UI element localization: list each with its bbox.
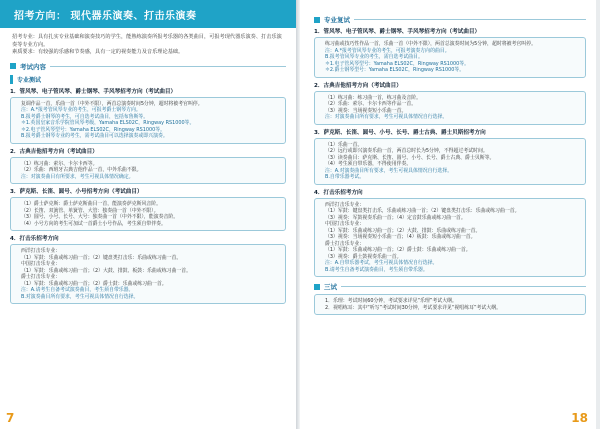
exam-line: ＊2.爵士钢琴型号：Yamaha ELS02C，Ringway RS1000等。 <box>325 67 465 73</box>
exam-line: ＊1.电子管风琴型号：Yamaha ELS02C，Ringway RS1000等。 <box>325 60 469 67</box>
section-header <box>314 282 586 291</box>
banner-title: 现代器乐演奏、打击乐演奏 <box>70 10 197 22</box>
right-page <box>300 0 596 429</box>
section-rule <box>50 66 286 67</box>
exam-line: （3）视奏：爵士鼓视奏乐曲一首。 <box>325 253 402 260</box>
section-header <box>314 15 586 24</box>
exam-line: （3）圆号、小号、长号、大号：独奏曲一首（中外不限），能演奏音阶。 <box>21 214 179 221</box>
exam-group <box>314 81 586 125</box>
exam-group-panel <box>314 198 586 278</box>
exam-line: 注：A.请考生自备考试演奏曲目，考生须自带乐器。 <box>21 287 134 294</box>
exam-line: （4）考生须自带乐器，不得使用伴奏。 <box>325 161 412 167</box>
exam-line: （4）小号方向的考生可加试一首爵士小号作品，考生须自带伴奏。 <box>21 220 166 227</box>
exam-group-title: 4．打击乐招考方向 <box>10 236 59 243</box>
exam-line: B.对演奏曲目所有要求，考生可视具体情况自行选择。 <box>21 293 139 300</box>
exam-line: B.报考管风琴专业的考生，需自选考试曲目。 <box>325 54 423 60</box>
exam-line: （1）练习曲：练习曲一首，练习曲及音阶。 <box>325 94 422 101</box>
section-marker-icon <box>314 284 320 290</box>
exam-line: （1）军鼓：乐曲或练习曲一首；（2）键盘类打击乐：乐曲或练习曲一首。 <box>21 254 182 261</box>
exam-line: （2）乐曲：西班牙古典吉他作品一首，中外乐曲不限。 <box>21 167 142 174</box>
exam-group-title: 3．萨克斯、长笛、圆号、小号、长号、爵士古典、爵士贝斯招考方向 <box>314 129 486 136</box>
section-header <box>10 62 286 71</box>
exam-line: B.报考爵士钢琴专业的考生，需考试曲目可以选择演奏或即兴演奏。 <box>21 133 168 140</box>
exam-group <box>10 147 286 185</box>
intro-line: 素质要求：有较强的乐感和节奏感，具有一定的视奏能力及音乐理论基础。 <box>12 49 184 56</box>
exam-line: （1）练习曲：索尔、卡尔卡西等。 <box>21 160 98 167</box>
exam-line: 1．乐理：考试时间60分钟，考试要求详见“乐理”考试大纲。 <box>325 298 457 304</box>
exam-line: （1）军鼓：乐曲或练习曲一首；（2）爵士鼓：乐曲或练习曲一首。 <box>325 247 471 253</box>
exam-group-panel <box>10 197 286 231</box>
exam-group <box>10 87 286 144</box>
exam-line: 2．视唱练耳：其中“听写”考试时间30分钟，考试要求详见“视唱练耳”考试大纲。 <box>325 304 501 311</box>
exam-group <box>10 234 286 304</box>
section-rule <box>341 286 586 287</box>
exam-group <box>10 187 286 231</box>
exam-line: 中国打击乐专业： <box>21 261 61 268</box>
exam-group <box>314 27 586 78</box>
exam-group-panel <box>314 37 586 78</box>
exam-line: 注：对演奏曲目有所要求，考生可视具体情况确定。 <box>21 173 134 180</box>
exam-line: （3）读奏曲目：萨克斯、长笛、圆号、小号、长号、爵士古典、爵士贝斯等。 <box>325 154 495 161</box>
section-marker-icon <box>10 63 16 69</box>
exam-group-title: 2．古典吉他招考方向（考试曲目） <box>314 82 402 89</box>
exam-groups <box>10 87 286 305</box>
exam-group-title: 4．打击乐招考方向 <box>314 189 363 196</box>
exam-line: （1）军鼓：乐曲或练习曲一首；（2）大鼓、排鼓、板鼓：乐曲或练习曲一首。 <box>21 267 192 274</box>
exam-line: 练习曲或技巧性作品一首，乐曲一首（中外不限），两首总演奏时间为5分钟，超时将被考官叫停。 <box>325 41 536 47</box>
exam-line: 注：A.对演奏曲目所有要求，考生可视具体情况自行选择。 <box>325 167 453 174</box>
exam-line: （1）军鼓：键盘类打击乐，乐曲或练习曲一首；（2）键盘类打击乐：乐曲或练习曲一首。 <box>325 208 520 214</box>
exam-line: 注：对演奏曲目所有要求，考生可视具体情况自行选择。 <box>325 114 448 120</box>
exam-line: ＊1.英国皇家音乐学院管风琴考级，Yamaha ELS02C，Ringway RS1000等。 <box>21 120 195 127</box>
section-title: 专业复试 <box>324 16 350 24</box>
exam-line: B.报考爵士钢琴的考生，可自选考试曲目，包括布鲁斯等。 <box>21 113 149 120</box>
exam-line: 注：A.自带乐器考试，考生可视具体情况自行选择。 <box>325 260 438 266</box>
left-page <box>0 0 296 429</box>
exam-line: 西洋打击乐专业： <box>21 248 61 255</box>
exam-line: B.自带乐器考试。 <box>325 174 365 180</box>
page-banner <box>0 0 296 28</box>
intro-text <box>12 34 282 57</box>
exam-line: （1）军鼓：乐曲或练习曲一首；（2）爵士鼓：乐曲或练习曲一首。 <box>21 280 167 287</box>
exam-line: 注：A.*报考管风琴专业的考生，可报考演奏方向的曲目。 <box>325 47 450 54</box>
exam-line: （3）视奏：当场视奏短小乐曲一首；（4）板鼓：乐曲或练习曲一首。 <box>325 234 476 240</box>
exam-line: （2）远行或即兴演奏乐曲一首，两首总时长为5分钟，不得超过考试时间。 <box>325 148 488 154</box>
exam-group <box>314 128 586 185</box>
subsection-title: 专业测试 <box>10 75 286 84</box>
exam-line: 注：A.*报考管风琴专业的考生，可报考爵士钢琴方向。 <box>21 107 141 114</box>
exam-line: （1）爵士萨克斯：爵士萨克斯曲目一首，能演奏萨克斯风音阶。 <box>21 201 162 208</box>
exam-group-panel <box>314 138 586 185</box>
page-number: 18 <box>571 411 588 425</box>
intro-line: 招考专业：具有扎实专业基础和演奏技巧的学生，能熟练演奏所报考乐器的各类曲目，可报考现代器乐演奏、打击乐演奏等专业方向。 <box>12 34 282 48</box>
exam-group-title: 3．萨克斯、长笛、圆号、小号招考方向（考试曲目） <box>10 189 143 196</box>
exam-line: 爵士打击乐专业： <box>21 274 61 281</box>
exam-line: 中国打击乐专业： <box>325 221 365 227</box>
exam-group-panel <box>10 244 286 304</box>
section-rule <box>354 19 586 20</box>
section-marker-icon <box>314 17 320 23</box>
exam-groups <box>314 27 586 277</box>
exam-line: （1）军鼓：乐曲或练习曲一首；（2）大鼓、排鼓：乐曲或练习曲一首。 <box>325 227 481 234</box>
exam-line: （2）乐曲：索尔、卡尔卡西等作品一首。 <box>325 101 417 107</box>
exam-group-panel <box>10 97 286 144</box>
exam-group-title: 1．管风琴、电子管风琴、爵士钢琴、手风琴招考方向（考试曲目） <box>314 29 481 35</box>
exam-line: ＊2.电子管风琴型号：Yamaha ELS02C，Ringway RS1000等。 <box>21 126 165 133</box>
exam-line: 爵士打击乐专业： <box>325 240 365 247</box>
banner-prefix: 招考方向： <box>14 10 67 22</box>
section-title: 考试内容 <box>20 62 46 71</box>
exam-group-title: 2．古典吉他招考方向（考试曲目） <box>10 148 98 155</box>
exam-group <box>314 188 586 278</box>
exam-group-title: 1．管风琴、电子管风琴、爵士钢琴、手风琴招考方向（考试曲目） <box>10 88 177 95</box>
exam-group-panel <box>314 91 586 125</box>
exam-line: （3）视奏：当场视奏短小乐曲一首。 <box>325 107 407 114</box>
exam-group-panel <box>10 157 286 185</box>
exam-line: 西洋打击乐专业： <box>325 201 365 208</box>
exam-line: （1）乐曲一首。 <box>325 141 363 148</box>
exam-line: B.请考生自备考试演奏曲目，考生须自带乐器。 <box>325 266 428 273</box>
page-number: 7 <box>6 411 15 425</box>
exam-line: 复调作品一首，乐曲一首（中外不限），两首总演奏时间5分钟，超时将被考官叫停。 <box>21 100 203 107</box>
exam-line: （3）视奏：军鼓视奏乐曲一首；（4）定音鼓乐曲或练习曲一首。 <box>325 214 466 221</box>
exam-line: （2）长笛、双簧管、单簧管、大管：独奏曲一首（中外不限）。 <box>21 207 159 214</box>
section-title: 三试 <box>324 283 337 291</box>
third-exam-panel <box>314 294 586 315</box>
